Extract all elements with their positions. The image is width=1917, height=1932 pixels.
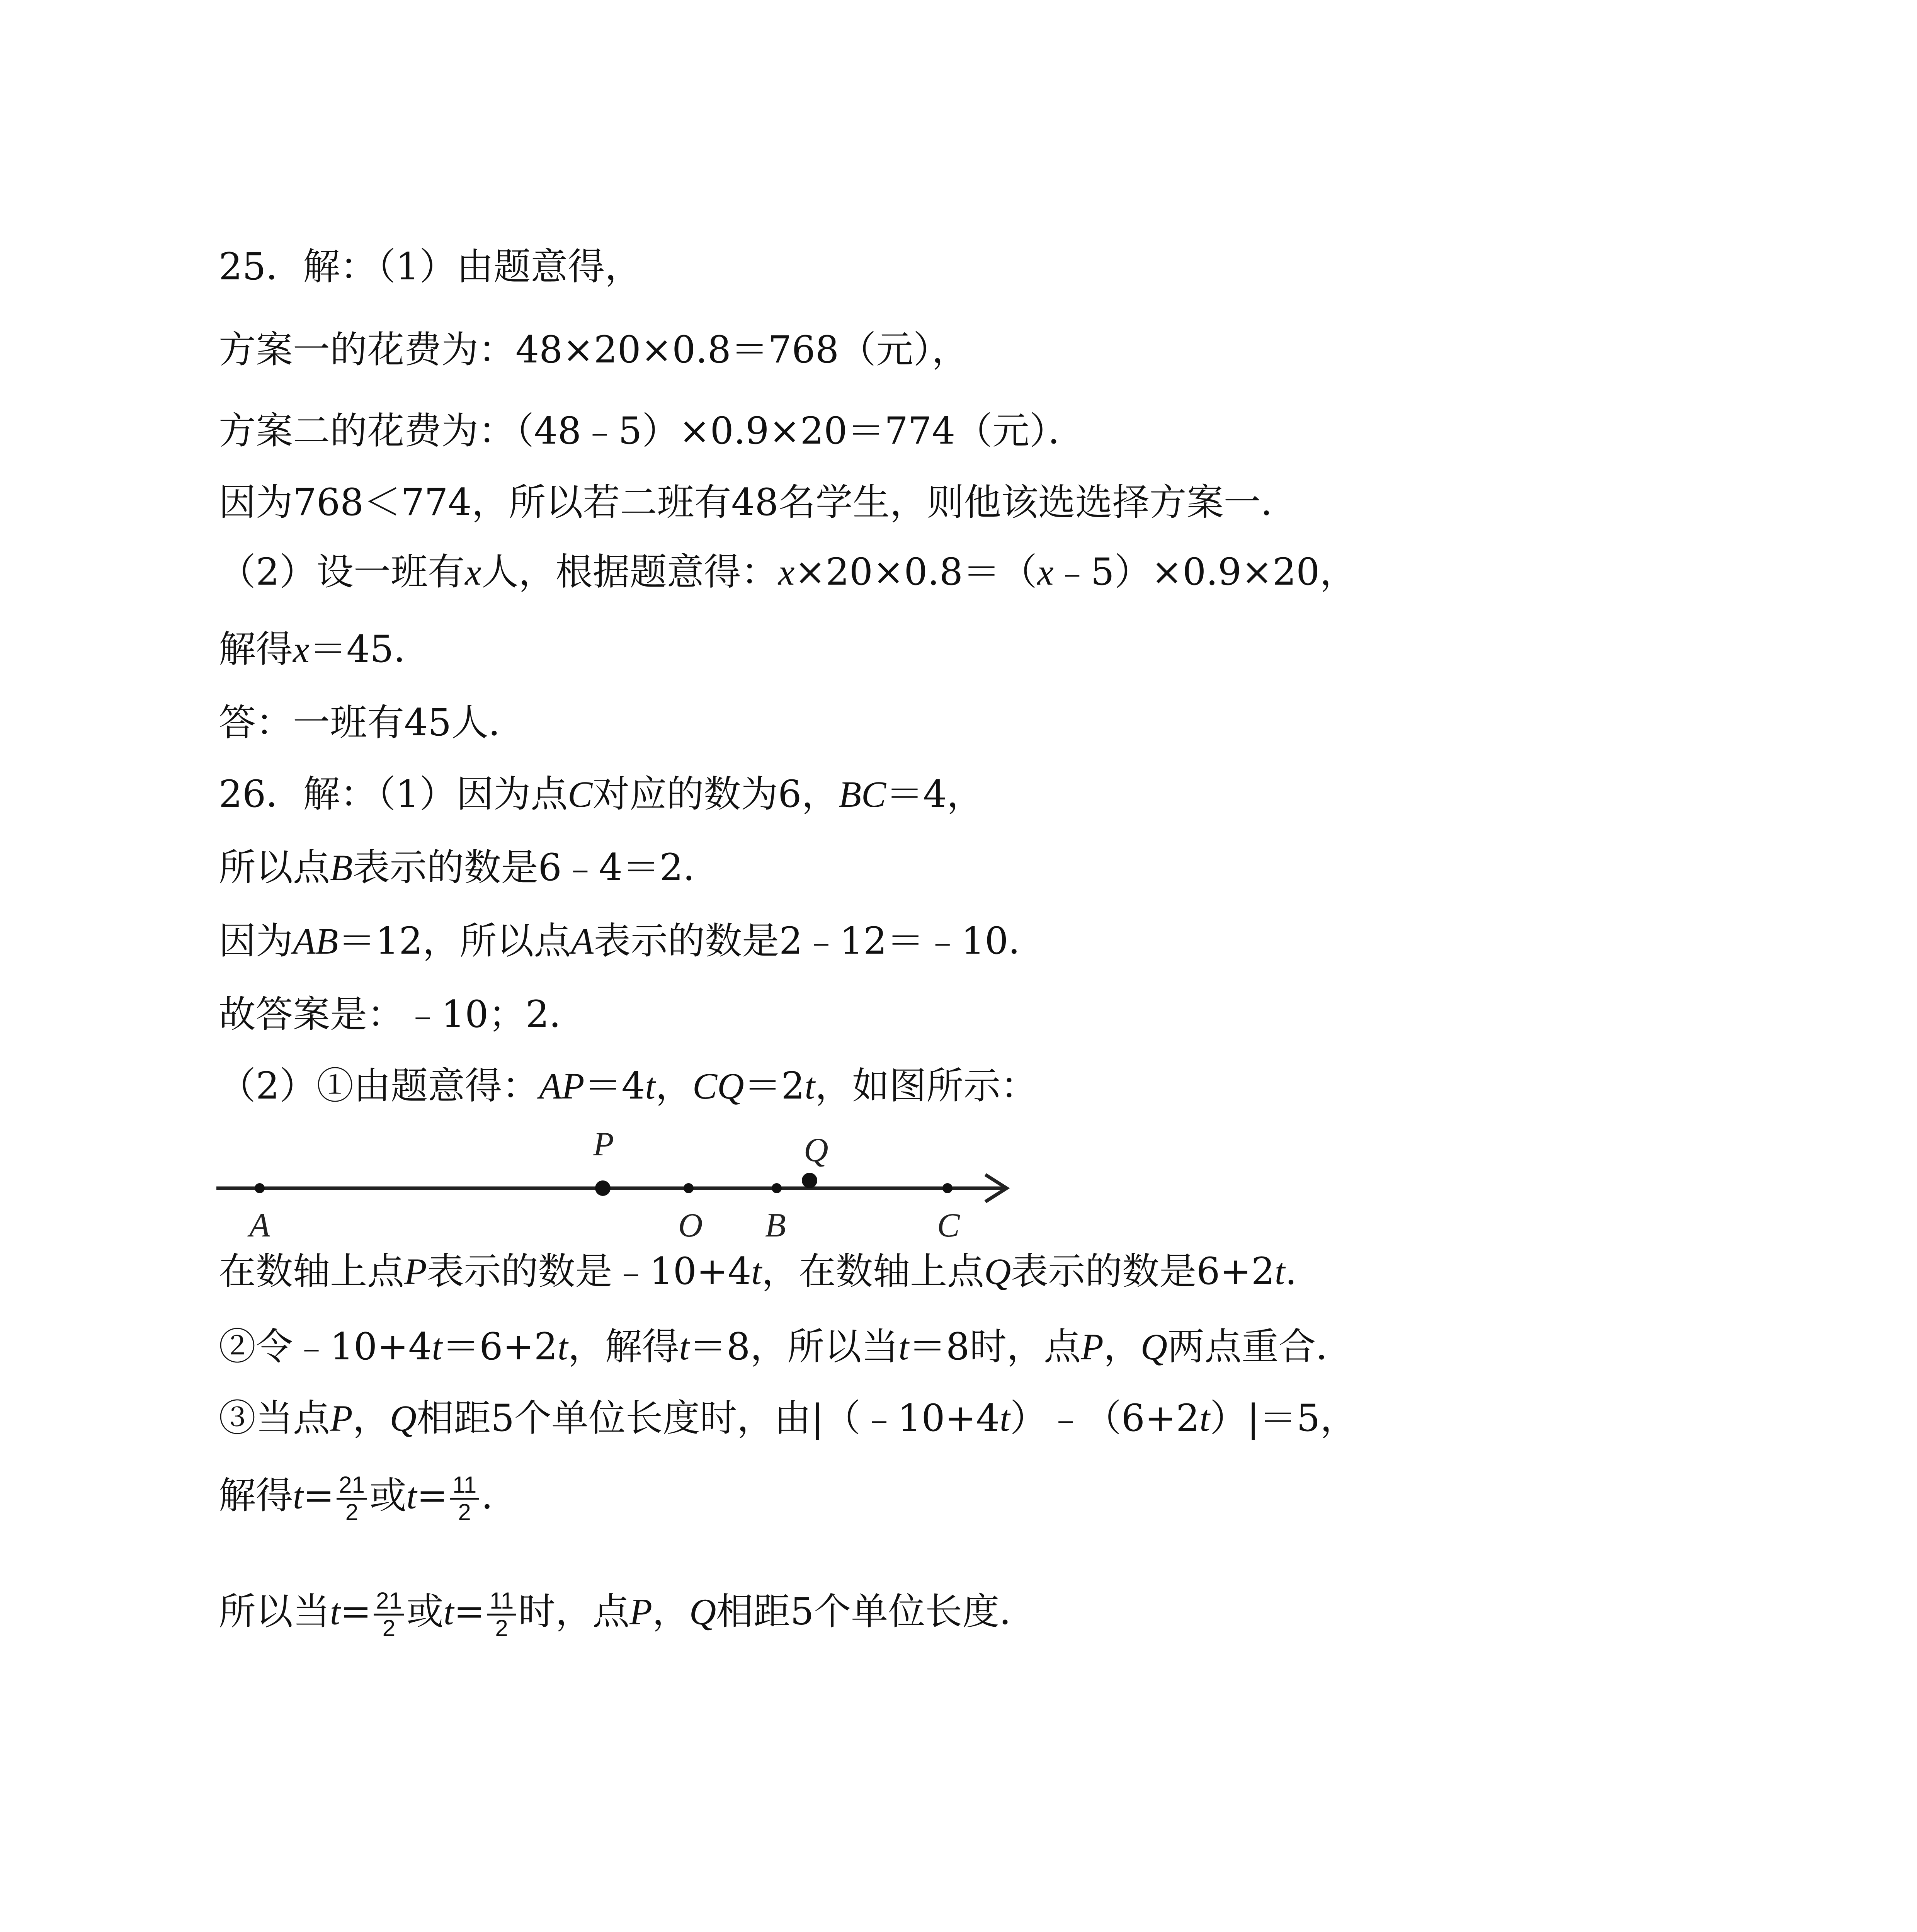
text: ＝45． [309, 628, 431, 671]
solution-25-result [219, 626, 431, 673]
variable: t [330, 1591, 340, 1633]
denominator: 2 [495, 1615, 508, 1641]
text: ﹣5）×0.9×20， [1053, 550, 1357, 594]
text: 解得 [219, 1474, 293, 1517]
text: = [303, 1474, 335, 1517]
variable: Q [689, 1591, 716, 1633]
point-c-dot [942, 1183, 953, 1193]
solution-25-part2 [219, 549, 1357, 595]
point-p-dot [595, 1180, 611, 1196]
fraction [450, 1472, 479, 1525]
variable: P [1081, 1326, 1104, 1367]
solution-26-point-a [219, 918, 1045, 964]
point-a-dot [255, 1183, 265, 1193]
text: 方案二的花费为：（48﹣5）×0.9×20＝774（元）． [219, 409, 1085, 452]
variable: P [404, 1251, 427, 1292]
solution-26-heading [219, 771, 984, 818]
solution-25-compare [219, 479, 1298, 526]
solution-26-solve [219, 1472, 493, 1525]
text: 表示的数是6+2 [1011, 1250, 1275, 1293]
variable: C [568, 774, 593, 815]
solution-26-conclusion [219, 1588, 1036, 1641]
text: 表示的数是2﹣12＝﹣10． [594, 919, 1046, 963]
text: 两点重合． [1167, 1325, 1353, 1368]
label-q: Q [804, 1131, 828, 1169]
text: 相距5个单位长度时，由|（﹣10+4 [416, 1396, 1000, 1440]
text: ， [352, 1396, 390, 1440]
variable: Q [984, 1251, 1011, 1292]
variable: Q [390, 1398, 417, 1439]
text: 表示的数是6﹣4＝2． [352, 846, 720, 889]
text: ＝6+2 [442, 1325, 558, 1368]
text: ②令﹣10+4 [219, 1325, 432, 1368]
solution-25-plan2 [219, 408, 1085, 454]
text: 时，点 [518, 1590, 630, 1633]
variable: t [898, 1326, 909, 1367]
variable: t [432, 1326, 442, 1367]
text: 方案一的花费为：48×20×0.8＝768（元）， [219, 328, 969, 371]
text: ＝8，所以当 [689, 1325, 899, 1368]
text: 因为 [219, 919, 293, 963]
variable: P [629, 1591, 652, 1633]
text: 人，根据题意得： [481, 550, 778, 594]
text: 在数轴上点 [219, 1250, 404, 1293]
label-p: P [593, 1126, 614, 1163]
variable: x [465, 551, 481, 593]
variable: BC [839, 774, 886, 815]
text: = [454, 1590, 485, 1633]
variable: AB [293, 920, 338, 962]
text: . [481, 1474, 493, 1517]
number-line-diagram [216, 1121, 1028, 1252]
text: = [340, 1590, 372, 1633]
variable: x [293, 629, 310, 670]
variable: t [1000, 1398, 1010, 1439]
fraction [374, 1588, 404, 1641]
variable: x [778, 551, 795, 593]
solution-25-plan1 [219, 327, 969, 373]
text: 或 [406, 1590, 444, 1633]
denominator: 2 [458, 1499, 471, 1525]
variable: P [330, 1398, 353, 1439]
text: 所以点 [219, 846, 330, 889]
text: ）|＝5， [1210, 1396, 1357, 1440]
variable: t [406, 1475, 417, 1517]
text: 25．解：（1）由题意得， [219, 245, 642, 288]
text: 因为768＜774，所以若二班有48名学生，则他该选选择方案一． [219, 481, 1298, 524]
solution-25-heading [219, 243, 642, 290]
text: ， [1103, 1325, 1141, 1368]
text: ＝8时，点 [909, 1325, 1081, 1368]
numerator: 11 [487, 1588, 516, 1616]
text: 对应的数为6， [592, 772, 839, 816]
numerator: 11 [450, 1472, 479, 1500]
variable: CQ [692, 1065, 744, 1107]
variable: t [679, 1326, 690, 1367]
label-c: C [937, 1207, 960, 1244]
text: ＝4， [886, 772, 984, 816]
numerator: 21 [337, 1472, 367, 1500]
numerator: 21 [374, 1588, 404, 1616]
text: ， [655, 1064, 693, 1107]
variable: t [557, 1326, 568, 1367]
text: ＝2 [744, 1064, 805, 1107]
label-o: O [678, 1207, 703, 1244]
variable: A [571, 920, 594, 962]
fraction [487, 1588, 516, 1641]
text: 表示的数是﹣10+4 [427, 1250, 752, 1293]
text: 26．解：（1）因为点 [219, 772, 568, 816]
text: 答：一班有45人． [219, 701, 526, 744]
solution-26-distance [219, 1395, 1357, 1442]
text: 解得 [219, 628, 293, 671]
text: （2）设一班有 [219, 550, 465, 594]
variable: t [805, 1065, 815, 1107]
variable: t [293, 1475, 303, 1517]
solution-26-coincide [219, 1323, 1353, 1370]
variable: x [1037, 551, 1054, 593]
text: （2）①由题意得： [219, 1064, 539, 1107]
text: 所以当 [219, 1590, 330, 1633]
label-b: B [765, 1207, 786, 1244]
text: ×20×0.8＝（ [794, 550, 1037, 594]
solution-26-answer-1 [219, 991, 586, 1037]
denominator: 2 [345, 1499, 359, 1525]
variable: t [1199, 1398, 1210, 1439]
text: 故答案是：﹣10；2． [219, 993, 587, 1036]
point-o-dot [684, 1183, 694, 1193]
variable: Q [1140, 1326, 1168, 1367]
fraction [337, 1472, 367, 1525]
solution-26-part2 [219, 1063, 1038, 1109]
variable: AP [539, 1065, 585, 1107]
text: ＝4 [584, 1064, 645, 1107]
text: ，在数轴上点 [761, 1250, 984, 1293]
solution-26-point-b [219, 844, 720, 891]
text: ）﹣（6+2 [1010, 1396, 1200, 1440]
text: ，如图所示： [815, 1064, 1038, 1107]
point-q-dot [802, 1173, 817, 1188]
variable: B [330, 847, 353, 888]
variable: t [645, 1065, 656, 1107]
variable: t [443, 1591, 454, 1633]
text: ，解得 [568, 1325, 679, 1368]
text: = [417, 1474, 448, 1517]
variable: t [1274, 1251, 1285, 1292]
text: ＝12，所以点 [338, 919, 571, 963]
variable: t [751, 1251, 762, 1292]
text: 相距5个单位长度． [716, 1590, 1037, 1633]
point-b-dot [772, 1183, 782, 1193]
text: 或 [369, 1474, 407, 1517]
solution-25-answer [219, 699, 526, 746]
text: . [1285, 1250, 1297, 1293]
text: ③当点 [219, 1396, 330, 1440]
label-a: A [249, 1207, 270, 1244]
text: ， [652, 1590, 689, 1633]
denominator: 2 [382, 1615, 396, 1641]
solution-26-expressions [219, 1248, 1297, 1295]
